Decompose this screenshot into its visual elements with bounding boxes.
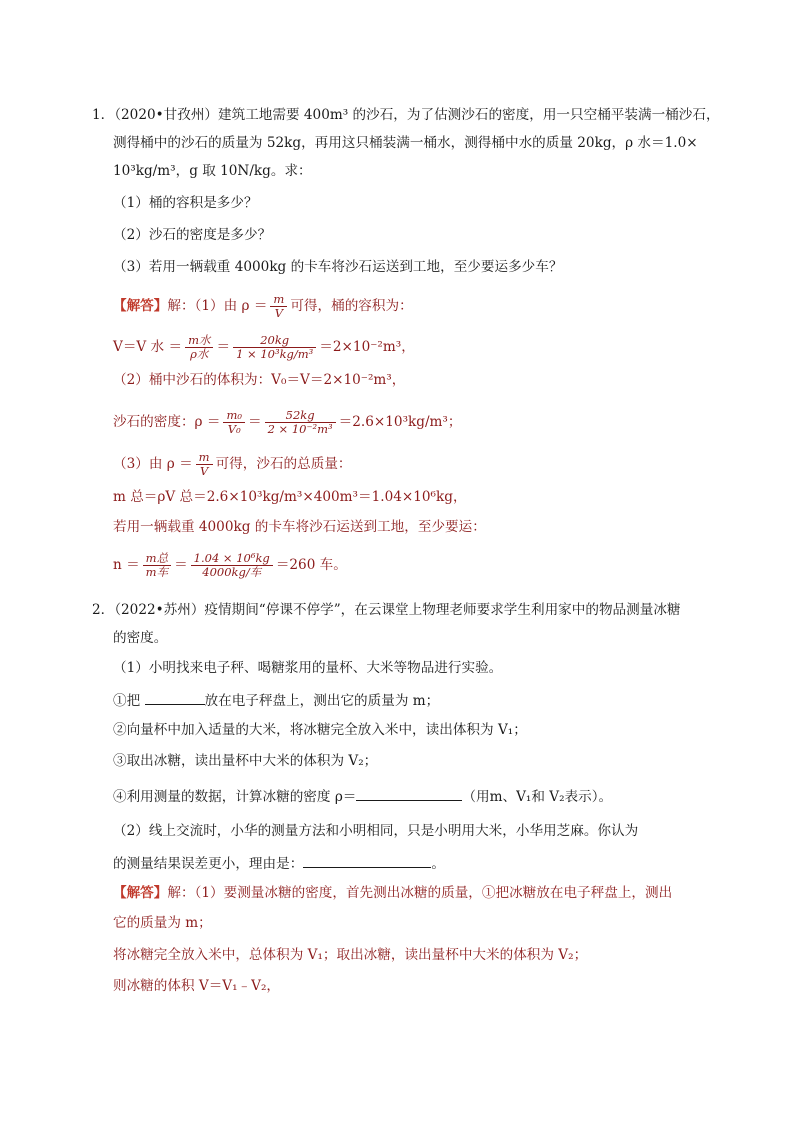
q1-a5-prefix: （3）由 ρ ＝ [113,456,193,472]
q2-step4-blank[interactable] [356,786,462,801]
q2-step3: ③取出冰糖，读出量杯中大米的体积为 V₂； [113,753,378,769]
q2-sub2-line2 [113,853,445,873]
q2-sub2-prefix: 的测量结果误差更小，理由是： [113,856,304,872]
q2-step2: ②向量杯中加入适量的大米，将冰糖完全放入米中，读出体积为 V₁； [113,722,527,738]
q2-stem-line1: 2．（2022•苏州）疫情期间“停课不停学”，在云课堂上物理老师要求学生利用家中的物品测量冰糖 [92,602,681,618]
equals-sign: ＝ [174,557,188,573]
q1-sub3: （3）若用一辆载重 4000kg 的卡车将沙石运送到工地，至少要运多少车？ [113,259,563,275]
q1-answer-line1 [113,293,413,320]
fraction-denominator: m车 [145,565,169,579]
q2-step4 [113,786,612,806]
q2-step1-prefix: ①把 [113,693,145,709]
fraction-numerator: 52kg [265,409,336,423]
q2-sub1: （1）小明找来电子秤、喝糖浆用的量杯、大米等物品进行实验。 [113,660,503,676]
q1-stem-line3: 10³kg/m³，g 取 10N/kg。求： [113,163,312,179]
equals-sign: ＝ [216,339,231,355]
fraction-numerator: m₀ [223,409,245,423]
q1-a8-prefix: n ＝ [113,557,140,573]
q2-answer-line1 [113,884,672,902]
fraction-denominator: V [274,306,284,320]
fraction-numerator: 1.04 × 10⁶kg [191,552,273,566]
q1-a1-suffix: 可得，桶的容积为： [290,298,413,314]
q1-a2-suffix: ＝2×10⁻²m³， [319,339,415,355]
equals-sign: ＝ [247,414,262,430]
q1-a2-fraction2 [233,334,316,361]
q1-a2-fraction1 [185,334,213,361]
fraction-numerator: m总 [143,552,171,566]
q1-a5-suffix: 可得，沙石的总质量： [215,456,352,472]
q2-sub2-blank[interactable] [303,853,431,868]
fraction-denominator: 1 × 10³kg/m³ [236,347,314,361]
q1-a5-fraction [196,451,213,478]
q1-a1-fraction [270,293,287,320]
q1-a8-fraction2 [191,552,273,579]
q2-stem-line2: 的密度。 [113,630,168,646]
q2-a1-text: 解：（1）要测量冰糖的密度，首先测出冰糖的质量，①把冰糖放在电子秤盘上，测出 [167,885,673,901]
fraction-denominator: ρ水 [190,347,209,361]
q1-a1-prefix: 解：（1）由 ρ ＝ [167,298,268,314]
q1-answer-line2 [113,334,415,361]
q1-a4-fraction1 [223,409,245,436]
q2-sub2-suffix: 。 [431,856,445,872]
q2-answer-label: 【解答】 [113,885,168,901]
fraction-numerator: m [196,451,213,465]
fraction-numerator: m [270,293,287,307]
fraction-numerator: 20kg [233,334,316,348]
q1-answer-line8 [113,552,347,579]
q1-answer-line4 [113,409,461,436]
q1-answer-line6: m 总＝ρV 总＝2.6×10³kg/m³×400m³＝1.04×10⁶kg， [113,489,467,505]
q2-answer-line2: 它的质量为 m； [113,915,212,931]
fraction-denominator: 2 × 10⁻²m³ [267,422,333,436]
q1-a4-fraction2 [265,409,336,436]
q1-answer-line7: 若用一辆载重 4000kg 的卡车将沙石运送到工地，至少要运： [113,519,486,535]
q2-sub2-line1: （2）线上交流时，小华的测量方法和小明相同，只是小明用大米，小华用芝麻。你认为 [113,823,639,839]
q1-a4-prefix: 沙石的密度：ρ ＝ [113,414,221,430]
q1-stem-line2: 测得桶中的沙石的质量为 52kg，再用这只桶装满一桶水，测得桶中水的质量 20kg，ρ 水＝1.0× [113,135,698,151]
q1-answer-label: 【解答】 [113,298,168,314]
fraction-denominator: V₀ [227,422,241,436]
q1-a8-suffix: ＝260 车。 [275,557,347,573]
q1-a2-prefix: V＝V 水 ＝ [113,339,183,355]
q2-step1-blank[interactable] [145,690,205,705]
q2-step1 [113,690,439,710]
q1-a8-fraction1 [143,552,171,579]
q1-stem-line1: 1．（2020•甘孜州）建筑工地需要 400m³ 的沙石，为了估测沙石的密度，用一只空桶平装满一桶沙石， [92,107,720,123]
q2-answer-line3: 将冰糖完全放入米中，总体积为 V₁；取出冰糖，读出量杯中大米的体积为 V₂； [113,947,588,963]
q1-sub2: （2）沙石的密度是多少？ [113,227,272,243]
q2-step1-suffix: 放在电子秤盘上，测出它的质量为 m； [204,693,440,709]
fraction-numerator: m水 [185,334,213,348]
q1-a4-suffix: ＝2.6×10³kg/m³； [338,414,462,430]
q1-sub1: （1）桶的容积是多少？ [113,195,258,211]
fraction-denominator: 4000kg/车 [202,565,262,579]
q2-step4-suffix: （用m、V₁和 V₂表示）。 [462,789,613,805]
q1-answer-line5 [113,451,352,478]
fraction-denominator: V [199,464,209,478]
q2-answer-line4: 则冰糖的体积 V＝V₁﹣V₂， [113,978,281,994]
q1-answer-line3: （2）桶中沙石的体积为：V₀＝V＝2×10⁻²m³， [113,372,406,388]
q2-step4-prefix: ④利用测量的数据，计算冰糖的密度 ρ＝ [113,789,357,805]
